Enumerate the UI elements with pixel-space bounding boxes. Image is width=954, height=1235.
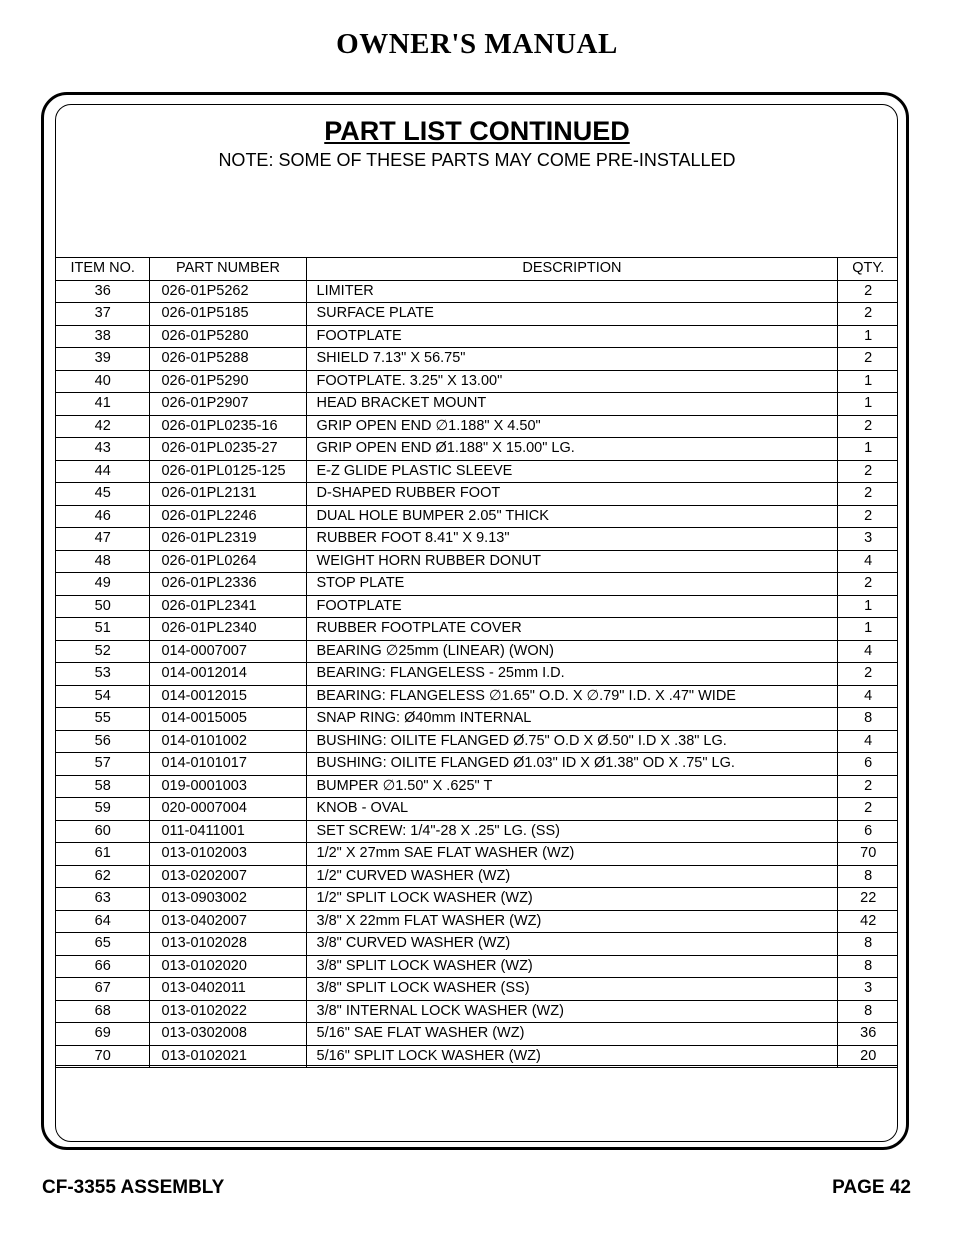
item-no-cell: 39 <box>56 348 150 371</box>
part-number-cell: 013-0102022 <box>150 1000 306 1023</box>
item-no-cell: 60 <box>56 820 150 843</box>
part-number-cell: 026-01P5185 <box>150 303 306 326</box>
table-row <box>56 910 898 933</box>
table-row <box>56 1000 898 1023</box>
part-number-cell: 013-0102021 <box>150 1045 306 1068</box>
description-cell: GRIP OPEN END Ø1.188" X 15.00" LG. <box>306 438 838 461</box>
item-no-cell: 44 <box>56 460 150 483</box>
item-no-cell: 41 <box>56 393 150 416</box>
qty-cell: 2 <box>838 280 898 303</box>
part-number-cell: 014-0015005 <box>150 708 306 731</box>
part-number-cell: 026-01PL2319 <box>150 528 306 551</box>
part-number-cell: 026-01PL0235-16 <box>150 415 306 438</box>
table-row <box>56 438 898 461</box>
table-row <box>56 730 898 753</box>
table-row <box>56 798 898 821</box>
table-row <box>56 775 898 798</box>
table-row <box>56 865 898 888</box>
part-number-cell: 013-0302008 <box>150 1023 306 1046</box>
parts-table <box>56 257 898 1068</box>
item-no-cell: 55 <box>56 708 150 731</box>
table-row <box>56 888 898 911</box>
qty-cell: 8 <box>838 865 898 888</box>
part-number-cell: 013-0903002 <box>150 888 306 911</box>
table-row <box>56 348 898 371</box>
table-row <box>56 820 898 843</box>
item-no-cell: 45 <box>56 483 150 506</box>
column-header-item-no: ITEM NO. <box>56 258 150 281</box>
table-row <box>56 528 898 551</box>
description-cell: BEARING ∅25mm (LINEAR) (WON) <box>306 640 838 663</box>
part-number-cell: 026-01PL2340 <box>150 618 306 641</box>
qty-cell: 3 <box>838 978 898 1001</box>
part-number-cell: 014-0007007 <box>150 640 306 663</box>
item-no-cell: 61 <box>56 843 150 866</box>
description-cell: DUAL HOLE BUMPER 2.05" THICK <box>306 505 838 528</box>
part-number-cell: 013-0102028 <box>150 933 306 956</box>
part-number-cell: 014-0012014 <box>150 663 306 686</box>
description-cell: SET SCREW: 1/4"-28 X .25" LG. (SS) <box>306 820 838 843</box>
table-row <box>56 843 898 866</box>
part-number-cell: 013-0102020 <box>150 955 306 978</box>
qty-cell: 2 <box>838 573 898 596</box>
description-cell: BEARING: FLANGELESS - 25mm I.D. <box>306 663 838 686</box>
table-row <box>56 483 898 506</box>
part-number-cell: 014-0012015 <box>150 685 306 708</box>
item-no-cell: 66 <box>56 955 150 978</box>
item-no-cell: 58 <box>56 775 150 798</box>
part-number-cell: 026-01PL2341 <box>150 595 306 618</box>
description-cell: BUMPER ∅1.50" X .625" T <box>306 775 838 798</box>
qty-cell: 2 <box>838 483 898 506</box>
item-no-cell: 36 <box>56 280 150 303</box>
section-note: NOTE: SOME OF THESE PARTS MAY COME PRE-INSTALLED <box>218 150 736 170</box>
table-row <box>56 280 898 303</box>
part-number-cell: 026-01P2907 <box>150 393 306 416</box>
qty-cell: 1 <box>838 325 898 348</box>
qty-cell: 22 <box>838 888 898 911</box>
table-row <box>56 595 898 618</box>
item-no-cell: 38 <box>56 325 150 348</box>
qty-cell: 70 <box>838 843 898 866</box>
description-cell: 3/8" CURVED WASHER (WZ) <box>306 933 838 956</box>
table-row <box>56 550 898 573</box>
item-no-cell: 70 <box>56 1045 150 1068</box>
description-cell: SNAP RING: Ø40mm INTERNAL <box>306 708 838 731</box>
item-no-cell: 43 <box>56 438 150 461</box>
table-row <box>56 415 898 438</box>
description-cell: 3/8" SPLIT LOCK WASHER (SS) <box>306 978 838 1001</box>
description-cell: KNOB - OVAL <box>306 798 838 821</box>
description-cell: BEARING: FLANGELESS ∅1.65" O.D. X ∅.79" I.D. X .47" WIDE <box>306 685 838 708</box>
table-row <box>56 978 898 1001</box>
item-no-cell: 48 <box>56 550 150 573</box>
description-cell: 1/2" CURVED WASHER (WZ) <box>306 865 838 888</box>
description-cell: RUBBER FOOTPLATE COVER <box>306 618 838 641</box>
table-row <box>56 708 898 731</box>
qty-cell: 2 <box>838 663 898 686</box>
section-title: PART LIST CONTINUED <box>324 116 630 146</box>
description-cell: SHIELD 7.13" X 56.75" <box>306 348 838 371</box>
column-header-qty: QTY. <box>838 258 898 281</box>
table-row <box>56 370 898 393</box>
qty-cell: 2 <box>838 775 898 798</box>
description-cell: 1/2" SPLIT LOCK WASHER (WZ) <box>306 888 838 911</box>
description-cell: WEIGHT HORN RUBBER DONUT <box>306 550 838 573</box>
item-no-cell: 65 <box>56 933 150 956</box>
description-cell: E-Z GLIDE PLASTIC SLEEVE <box>306 460 838 483</box>
description-cell: D-SHAPED RUBBER FOOT <box>306 483 838 506</box>
part-number-cell: 026-01P5262 <box>150 280 306 303</box>
qty-cell: 1 <box>838 370 898 393</box>
qty-cell: 1 <box>838 438 898 461</box>
table-row <box>56 325 898 348</box>
part-number-cell: 013-0402011 <box>150 978 306 1001</box>
qty-cell: 1 <box>838 595 898 618</box>
table-row <box>56 933 898 956</box>
qty-cell: 4 <box>838 550 898 573</box>
qty-cell: 36 <box>838 1023 898 1046</box>
item-no-cell: 69 <box>56 1023 150 1046</box>
table-row <box>56 618 898 641</box>
part-number-cell: 014-0101002 <box>150 730 306 753</box>
description-cell: 3/8" INTERNAL LOCK WASHER (WZ) <box>306 1000 838 1023</box>
qty-cell: 2 <box>838 798 898 821</box>
item-no-cell: 57 <box>56 753 150 776</box>
table-row <box>56 573 898 596</box>
qty-cell: 8 <box>838 955 898 978</box>
description-cell: BUSHING: OILITE FLANGED Ø1.03" ID X Ø1.38" OD X .75" LG. <box>306 753 838 776</box>
part-number-cell: 026-01PL2336 <box>150 573 306 596</box>
item-no-cell: 67 <box>56 978 150 1001</box>
manual-title: OWNER'S MANUAL <box>336 28 618 60</box>
description-cell: 3/8" SPLIT LOCK WASHER (WZ) <box>306 955 838 978</box>
table-row <box>56 505 898 528</box>
description-cell: 1/2" X 27mm SAE FLAT WASHER (WZ) <box>306 843 838 866</box>
description-cell: 5/16" SPLIT LOCK WASHER (WZ) <box>306 1045 838 1068</box>
qty-cell: 20 <box>838 1045 898 1068</box>
qty-cell: 6 <box>838 753 898 776</box>
description-cell: FOOTPLATE <box>306 325 838 348</box>
table-bottom-rule <box>56 1065 898 1066</box>
part-number-cell: 026-01P5288 <box>150 348 306 371</box>
part-number-cell: 013-0102003 <box>150 843 306 866</box>
qty-cell: 4 <box>838 685 898 708</box>
part-number-cell: 026-01PL0235-27 <box>150 438 306 461</box>
part-number-cell: 026-01PL0125-125 <box>150 460 306 483</box>
part-number-cell: 026-01P5290 <box>150 370 306 393</box>
table-header-row <box>56 258 898 281</box>
part-number-cell: 026-01P5280 <box>150 325 306 348</box>
table-row <box>56 663 898 686</box>
qty-cell: 6 <box>838 820 898 843</box>
part-number-cell: 014-0101017 <box>150 753 306 776</box>
qty-cell: 2 <box>838 505 898 528</box>
page-number: PAGE 42 <box>832 1177 911 1198</box>
part-number-cell: 026-01PL2246 <box>150 505 306 528</box>
qty-cell: 2 <box>838 460 898 483</box>
qty-cell: 8 <box>838 708 898 731</box>
item-no-cell: 51 <box>56 618 150 641</box>
description-cell: LIMITER <box>306 280 838 303</box>
qty-cell: 8 <box>838 1000 898 1023</box>
table-row <box>56 685 898 708</box>
item-no-cell: 37 <box>56 303 150 326</box>
assembly-label: CF-3355 ASSEMBLY <box>42 1177 225 1198</box>
qty-cell: 3 <box>838 528 898 551</box>
table-row <box>56 640 898 663</box>
description-cell: RUBBER FOOT 8.41" X 9.13" <box>306 528 838 551</box>
description-cell: HEAD BRACKET MOUNT <box>306 393 838 416</box>
item-no-cell: 63 <box>56 888 150 911</box>
part-number-cell: 011-0411001 <box>150 820 306 843</box>
description-cell: 5/16" SAE FLAT WASHER (WZ) <box>306 1023 838 1046</box>
qty-cell: 2 <box>838 415 898 438</box>
item-no-cell: 64 <box>56 910 150 933</box>
item-no-cell: 54 <box>56 685 150 708</box>
qty-cell: 1 <box>838 618 898 641</box>
description-cell: SURFACE PLATE <box>306 303 838 326</box>
item-no-cell: 49 <box>56 573 150 596</box>
table-row <box>56 393 898 416</box>
qty-cell: 42 <box>838 910 898 933</box>
item-no-cell: 46 <box>56 505 150 528</box>
table-row <box>56 753 898 776</box>
column-header-part-number: PART NUMBER <box>150 258 306 281</box>
table-row <box>56 1023 898 1046</box>
item-no-cell: 53 <box>56 663 150 686</box>
table-row <box>56 955 898 978</box>
part-number-cell: 019-0001003 <box>150 775 306 798</box>
qty-cell: 4 <box>838 730 898 753</box>
item-no-cell: 56 <box>56 730 150 753</box>
qty-cell: 8 <box>838 933 898 956</box>
item-no-cell: 52 <box>56 640 150 663</box>
part-number-cell: 026-01PL0264 <box>150 550 306 573</box>
description-cell: FOOTPLATE. 3.25" X 13.00" <box>306 370 838 393</box>
item-no-cell: 42 <box>56 415 150 438</box>
part-number-cell: 013-0202007 <box>150 865 306 888</box>
description-cell: BUSHING: OILITE FLANGED Ø.75" O.D X Ø.50" I.D X .38" LG. <box>306 730 838 753</box>
table-row <box>56 460 898 483</box>
description-cell: STOP PLATE <box>306 573 838 596</box>
part-number-cell: 026-01PL2131 <box>150 483 306 506</box>
qty-cell: 4 <box>838 640 898 663</box>
item-no-cell: 50 <box>56 595 150 618</box>
item-no-cell: 40 <box>56 370 150 393</box>
qty-cell: 2 <box>838 303 898 326</box>
description-cell: FOOTPLATE <box>306 595 838 618</box>
item-no-cell: 59 <box>56 798 150 821</box>
part-number-cell: 013-0402007 <box>150 910 306 933</box>
qty-cell: 2 <box>838 348 898 371</box>
qty-cell: 1 <box>838 393 898 416</box>
item-no-cell: 47 <box>56 528 150 551</box>
description-cell: GRIP OPEN END ∅1.188" X 4.50" <box>306 415 838 438</box>
table-row <box>56 303 898 326</box>
description-cell: 3/8" X 22mm FLAT WASHER (WZ) <box>306 910 838 933</box>
column-header-description: DESCRIPTION <box>306 258 838 281</box>
item-no-cell: 62 <box>56 865 150 888</box>
part-number-cell: 020-0007004 <box>150 798 306 821</box>
item-no-cell: 68 <box>56 1000 150 1023</box>
